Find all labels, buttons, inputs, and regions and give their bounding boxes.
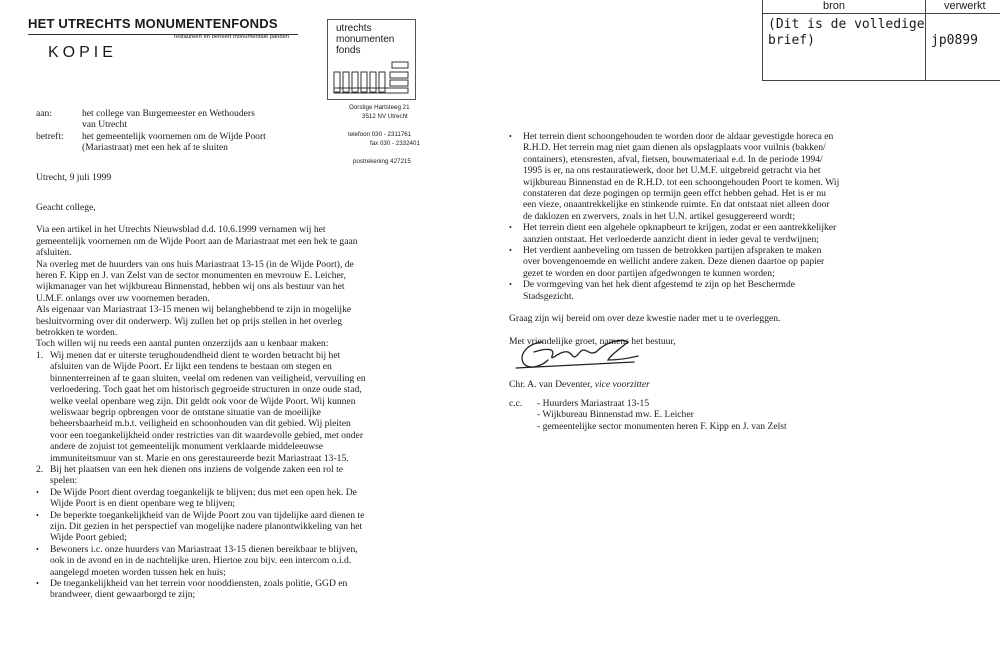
text-line: betrokken te worden.	[36, 327, 118, 339]
bullet-icon: •	[509, 246, 512, 256]
text-line: brandweer, dient gewaarborgd te zijn;	[50, 589, 196, 601]
bullet-item	[36, 544, 376, 578]
text-line: aangelegd moeten worden tussen hek en huis;	[50, 566, 226, 578]
text-line: Bij het plaatsen van een hek dienen ons inziens de volgende zaken een rol te	[50, 463, 344, 475]
paragraph-3	[36, 304, 376, 338]
address-line-2: 3512 NV Utrecht	[362, 113, 408, 120]
org-name: HET UTRECHTS MONUMENTENFONDS	[28, 16, 278, 31]
text-line: een vieze, onaantrekkelijke en stinkende ruimte. En dat ontstaat niet alleen door	[523, 199, 830, 211]
text-line: aanzien ontstaat. Het verloederde aanzicht dient in ieder geval te verdwijnen;	[523, 233, 819, 245]
cc-label: c.c.	[509, 398, 523, 409]
text-line: Wijde Poort is en dient openbare weg te blijven;	[50, 498, 236, 510]
right-column	[509, 131, 849, 347]
closing-offer: Graag zijn wij bereid om over deze kwestie nader met u te overleggen.	[509, 313, 781, 325]
bullet-icon: •	[509, 223, 512, 233]
paragraph-1	[36, 224, 376, 258]
text-line: afsluiten.	[36, 247, 72, 259]
bron-label: bron	[823, 0, 846, 12]
text-line: immuniteitsmuur van st. Marie en ons gerestaureerde bezit Mariastraat 13-15.	[50, 452, 349, 464]
betreft-line-2: (Mariastraat) met een hek af te sluiten	[82, 142, 228, 153]
text-line: andere de zojuist tot gemeentelijk monument verklaarde middeleeuwse	[50, 441, 324, 453]
item-number: 1.	[36, 349, 44, 361]
text-line: voor een toegankelijkheid onder restricties van dit waardevolle gebied, met onder	[50, 429, 364, 441]
bullet-item	[509, 245, 849, 279]
bullet-icon: •	[509, 132, 512, 141]
text-line: spelen:	[50, 475, 78, 487]
cc-item: - gemeentelijke sector monumenten heren F. Kipp en J. van Zelst	[537, 420, 787, 432]
text-line: gemeentelijk voornemen om de Wijde Poort aan de Mariastraat met een hek te gaan	[36, 235, 358, 247]
aan-line-1: het college van Burgemeester en Wethouders	[82, 108, 255, 119]
text-line: binnenterreinen af te gaan sluiten, veelal om redenen van veiligheid, vervuiling en	[50, 372, 366, 384]
logo-mark-icon	[332, 60, 412, 96]
note-line-2: brief)	[768, 33, 815, 48]
text-line: over bovengenoemde en wellicht andere zaken. Deze dienen daartoe op papier	[523, 256, 825, 268]
bullet-item	[509, 222, 849, 245]
text-line: beheersbaarheid m.b.t. veiligheid en schoonhouden van dit gebied. Wij pleiten	[50, 418, 351, 430]
bullet-item	[36, 487, 376, 510]
text-line: wijkbureau Binnenstad en de R.H.D. tot een schoongehouden Poort te komen. Wij	[523, 176, 840, 188]
closing-greeting: Met vriendelijke groet, namens het bestuur,	[509, 335, 676, 347]
bullet-item	[36, 578, 376, 601]
signer	[509, 379, 650, 390]
numbered-item-1	[36, 350, 376, 464]
cc-item: - Huurders Mariastraat 13-15	[537, 398, 650, 409]
archive-code: jp0899	[931, 33, 978, 48]
text-line: Wijde Poort gebied;	[50, 532, 127, 544]
bullet-icon: •	[36, 487, 39, 497]
logo-line-1: utrechts	[336, 23, 372, 34]
aan-label: aan:	[36, 108, 52, 119]
text-line: welke veelal openbare weg zijn. Dit geldt ook voor de Wijde Poort. Wij kunnen	[50, 395, 356, 407]
fax: fax 030 - 2332401	[370, 140, 420, 147]
numbered-item-2	[36, 464, 376, 487]
text-line: De vormgeving van het hek dient afgestemd te zijn op het Beschermde	[523, 279, 796, 291]
aan-line-2: van Utrecht	[82, 119, 128, 130]
org-tagline: restaureert en beheert monumentale panden	[174, 34, 290, 40]
betreft-label: betreft:	[36, 131, 64, 142]
bullet-item	[509, 279, 849, 302]
cc-list	[537, 398, 787, 432]
text-line: Na overleg met de huurders van ons huis Mariastraat 13-15 (in de Wijde Poort), de	[36, 258, 354, 270]
kopie-stamp: KOPIE	[48, 44, 117, 61]
cc-item: - Wijkbureau Binnenstad mw. E. Leicher	[537, 409, 694, 421]
text-line: De Wijde Poort dient overdag toegankelijk te blijven; dus met een open hek. De	[50, 486, 357, 498]
text-line: wijkmanager van het wijkbureau Binnenstad, hebben wij ons als bestuur van het	[36, 281, 345, 293]
letter-date: Utrecht, 9 juli 1999	[36, 172, 112, 183]
text-line: afsluiten van de Wijde Poort. Er lijkt een tendens te bestaan om stegen en	[50, 361, 332, 373]
address-line-1: Oorstige Hartsteeg 21	[349, 104, 410, 111]
text-line: verloedering. Toch gaat het om historisch gegroeide structuren in onze oude stad,	[50, 384, 362, 396]
bullet-item	[509, 131, 849, 222]
text-line: heren F. Kipp en J. van Zelst van de sector monumenten en mevrouw E. Leicher,	[36, 270, 347, 282]
text-line: ook in de avond en in de nachtelijke uren. Hiertoe zou bijv. een intercom o.i.d.	[50, 555, 352, 567]
salutation: Geacht college,	[36, 202, 96, 213]
text-line: De toegankelijkheid van het terrein voor nooddiensten, zoals politie, GGD en	[50, 578, 348, 589]
bullet-icon: •	[36, 579, 39, 588]
text-line: De beperkte toegankelijkheid van de Wijde Poort zou van tijdelijke aard dienen te	[50, 509, 365, 521]
text-line: zijn. Dit gezien in het perspectief van mogelijke nadere planontwikkeling van het	[50, 520, 363, 532]
text-line: Het verdient aanbeveling om tussen de betrokken partijen afspraken te maken	[523, 245, 822, 257]
verwerkt-label: verwerkt	[944, 0, 986, 12]
phone: telefoon 030 - 2311761	[348, 131, 412, 138]
logo-line-3: fonds	[336, 45, 361, 56]
text-line: Bewoners i.c. onze huurders van Mariastraat 13-15 dienen bereikbaar te blijven,	[50, 543, 358, 555]
text-line: de daklozen en zwervers, zoals in het U.N. artikel gesuggereerd wordt;	[523, 210, 795, 222]
logo-box	[327, 19, 416, 100]
logo-line-2: monumenten	[336, 34, 395, 45]
account: postrekening 427215	[353, 158, 411, 165]
signer-name: Chr. A. van Deventer,	[509, 379, 595, 390]
text-line: Via een artikel in het Utrechts Nieuwsblad d.d. 10.6.1999 vernamen wij het	[36, 224, 326, 236]
bullet-icon: •	[509, 280, 512, 290]
signature-icon	[512, 330, 642, 374]
text-line: Wij menen dat er uiterste terughoudendheid dient te worden betracht bij het	[50, 349, 341, 361]
text-line: containers), etensresten, afval, fietsen, bouwmateriaal e.d. In de periode 1994/	[523, 153, 823, 165]
archive-meta-box	[762, 0, 1000, 81]
text-line: Het terrein dient een algehele opknapbeurt te krijgen, zodat er een aantrekkelijker	[523, 222, 837, 234]
left-column	[36, 202, 376, 601]
text-line: Als eigenaar van Mariastraat 13-15 menen wij belanghebbend te zijn in mogelijke	[36, 304, 352, 316]
text-line: R.H.D. Het terrein mag niet gaan dienen als opslagplaats voor vuilnis (bakken/	[523, 142, 826, 154]
text-line: besluitvorming over dit onderwerp. Wij zullen het op prijs stellen in het overleg	[36, 315, 343, 327]
paragraph-2	[36, 259, 376, 305]
text-line: constateren dat deze pogingen op termijn geen effct hebben gehad. Het is er nu	[523, 188, 826, 200]
bullet-icon: •	[36, 544, 39, 554]
text-line: Het terrein dient schoongehouden te worden door de aldaar gevestigde horeca en	[523, 131, 834, 142]
signer-role: vice voorzitter	[594, 379, 650, 390]
text-line: 1995 is er, na ons restauratiewerk, door het U.M.F. uitgebreid getracht via het	[523, 165, 821, 177]
item-number: 2.	[36, 463, 44, 475]
bullet-icon: •	[36, 510, 39, 520]
text-line: Stadsgezicht.	[523, 290, 574, 302]
text-line: weliswaar begrip opbrengen voor de ontstane situatie van de moeilijke	[50, 406, 321, 418]
betreft-line-1: het gemeentelijk voornemen om de Wijde Poort	[82, 131, 266, 142]
note-line-1: (Dit is de volledige	[768, 17, 925, 32]
text-line: U.M.F. onlangs over uw voornemen beraden.	[36, 292, 210, 304]
paragraph-4: Toch willen wij nu reeds een aantal punten onzerzijds aan u kenbaar maken:	[36, 338, 329, 350]
bullet-item	[36, 510, 376, 544]
text-line: gezet te worden en door partijen afgedwongen te kunnen worden;	[523, 267, 775, 279]
